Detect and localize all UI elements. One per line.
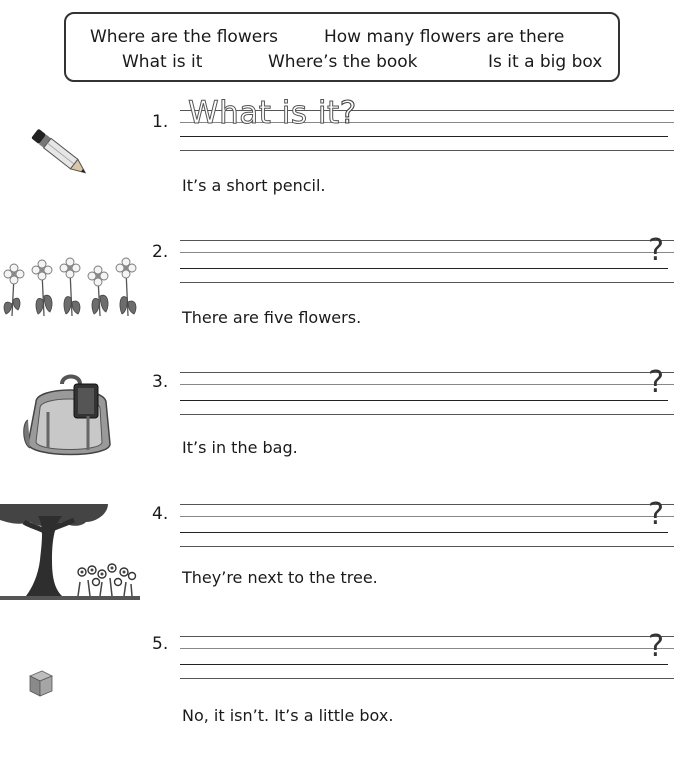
writing-lines[interactable]	[180, 95, 674, 154]
writing-lines[interactable]	[180, 365, 674, 416]
answer-text: No, it isn’t. It’s a little box.	[182, 706, 394, 725]
exercise-item-2	[0, 232, 680, 362]
tree-icon	[0, 502, 140, 602]
flowers-icon	[0, 254, 142, 322]
writing-lines[interactable]	[180, 497, 674, 548]
answer-text: It’s a short pencil.	[182, 176, 326, 195]
word-bank-phrase: Where are the flowers	[90, 27, 279, 47]
word-bank	[64, 12, 620, 82]
question-mark: ?	[648, 497, 664, 532]
box-icon	[26, 668, 54, 700]
answer-text: It’s in the bag.	[182, 438, 298, 457]
exercise-item-4	[0, 496, 680, 626]
writing-lines[interactable]	[180, 629, 674, 680]
word-bank-phrase: Where’s the book	[268, 52, 418, 72]
exercise-item-3	[0, 364, 680, 494]
word-bank-phrase: What is it	[122, 52, 203, 72]
word-bank-phrase: Is it a big box	[488, 52, 603, 72]
question-number: 1.	[152, 112, 169, 132]
question-number: 3.	[152, 372, 169, 392]
answer-text: They’re next to the tree.	[182, 568, 378, 587]
exercise-item-5	[0, 628, 680, 758]
question-number: 5.	[152, 634, 169, 654]
pencil-icon	[20, 122, 100, 184]
writing-lines[interactable]	[180, 233, 674, 284]
exercise-item-1	[0, 95, 680, 230]
answer-text: There are five flowers.	[182, 308, 362, 327]
question-mark: ?	[648, 629, 664, 664]
question-mark: ?	[648, 233, 664, 268]
word-bank-phrase: How many flowers are there	[324, 27, 565, 47]
question-number: 4.	[152, 504, 169, 524]
question-number: 2.	[152, 242, 169, 262]
question-mark: ?	[648, 365, 664, 400]
traced-example-answer: What is it?	[188, 95, 357, 131]
backpack-icon	[18, 372, 118, 462]
